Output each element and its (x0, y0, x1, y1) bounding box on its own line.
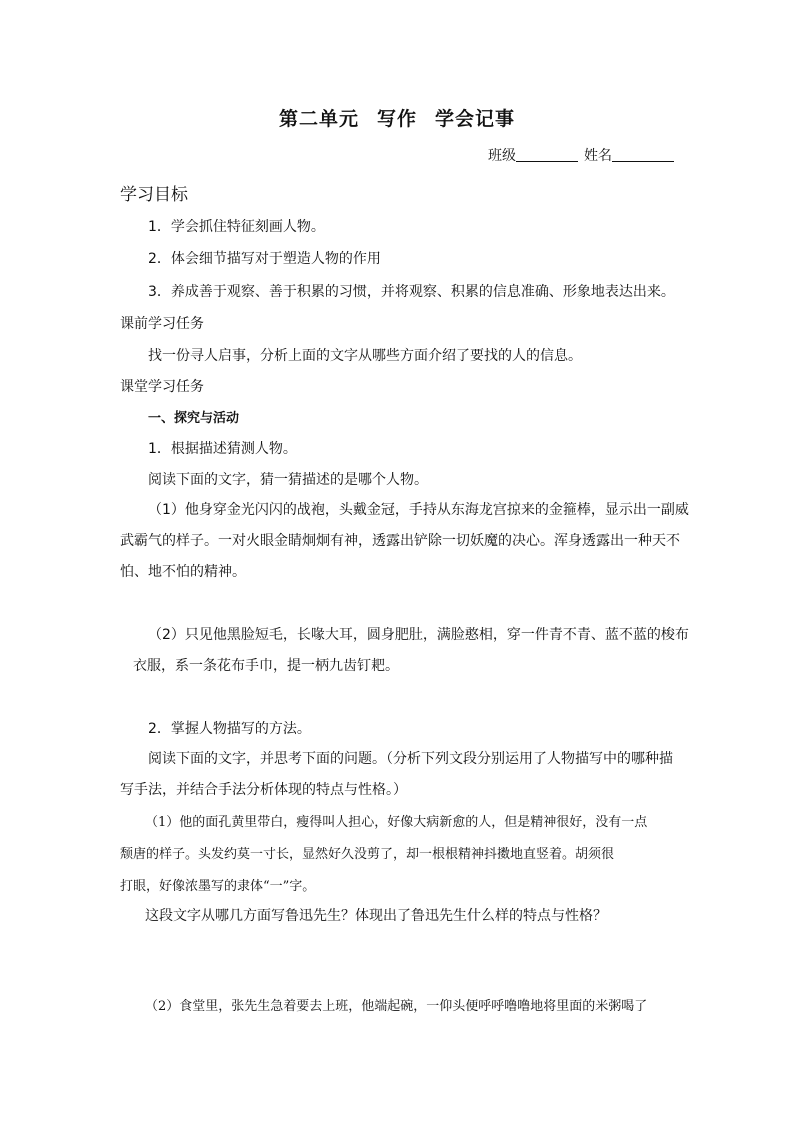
part1-heading: 一、探究与活动 (148, 411, 240, 426)
page-title (0, 104, 794, 131)
goal-item-3: 3．养成善于观察、善于积累的习惯，并将观察、积累的信息准确、形象地表达出来。 (148, 284, 675, 300)
q2-title: 2．掌握人物描写的方法。 (148, 721, 311, 737)
q1-p1-line-3: 怕、地不怕的精神。 (120, 564, 246, 580)
class-label: 班级 (488, 148, 516, 164)
q1-instruction: 阅读下面的文字，猜一猜描述的是哪个人物。 (148, 472, 428, 488)
q1-p2-line-2: 衣服，系一条花布手巾，提一柄九齿钉耙。 (133, 658, 399, 674)
name-label: 姓名 (584, 148, 612, 164)
goal-item-2: 2．体会细节描写对于塑造人物的作用 (148, 251, 381, 267)
title-unit: 第二单元 (278, 108, 359, 130)
name-blank[interactable] (612, 147, 674, 162)
goal-item-1: 1．学会抓住特征刻画人物。 (148, 219, 325, 235)
class-blank[interactable] (516, 147, 578, 162)
student-info-line (488, 145, 674, 165)
q2-p1-line-3: 打眼，好像浓墨写的隶体“一”字。 (120, 879, 316, 894)
q2-p1-line-1: （1）他的面孔黄里带白，瘦得叫人担心，好像大病新愈的人，但是精神很好，没有一点 (145, 815, 648, 830)
title-section: 写作 (376, 108, 417, 130)
q2-p1-line-2: 颓唐的样子。头发约莫一寸长，显然好久没剪了，却一根根精神抖擞地直竖着。胡须很 (120, 847, 615, 862)
q2-p1-question: 这段文字从哪几方面写鲁迅先生？体现出了鲁迅先生什么样的特点与性格？ (145, 908, 607, 924)
goals-heading: 学习目标 (120, 185, 188, 205)
q1-p1-line-2: 武霸气的样子。一对火眼金睛炯炯有神，透露出铲除一切妖魔的决心。浑身透露出一种天不 (120, 533, 680, 549)
in-class-heading: 课堂学习任务 (120, 379, 204, 395)
q1-p1-line-1: （1）他身穿金光闪闪的战袍，头戴金冠，手持从东海龙宫掠来的金箍棒，显示出一副威 (148, 502, 689, 518)
q2-instruction-line-1: 阅读下面的文字，并思考下面的问题。（分析下列文段分别运用了人物描写中的哪种描 (148, 751, 673, 767)
pre-class-heading: 课前学习任务 (120, 316, 204, 332)
title-topic: 学会记事 (435, 108, 516, 130)
q1-p2-line-1: （2）只见他黑脸短毛，长喙大耳，圆身肥肚，满脸憨相，穿一件青不青、蓝不蓝的梭布 (148, 627, 689, 643)
q2-p2-line-1: （2）食堂里，张先生急着要去上班，他端起碗，一仰头便呼呼噜噜地将里面的米粥喝了 (145, 999, 648, 1014)
q2-instruction-line-2: 写手法，并结合手法分析体现的特点与性格。） (120, 782, 407, 798)
q1-title: 1．根据描述猜测人物。 (148, 441, 297, 457)
pre-class-text: 找一份寻人启事，分析上面的文字从哪些方面介绍了要找的人的信息。 (148, 348, 582, 364)
